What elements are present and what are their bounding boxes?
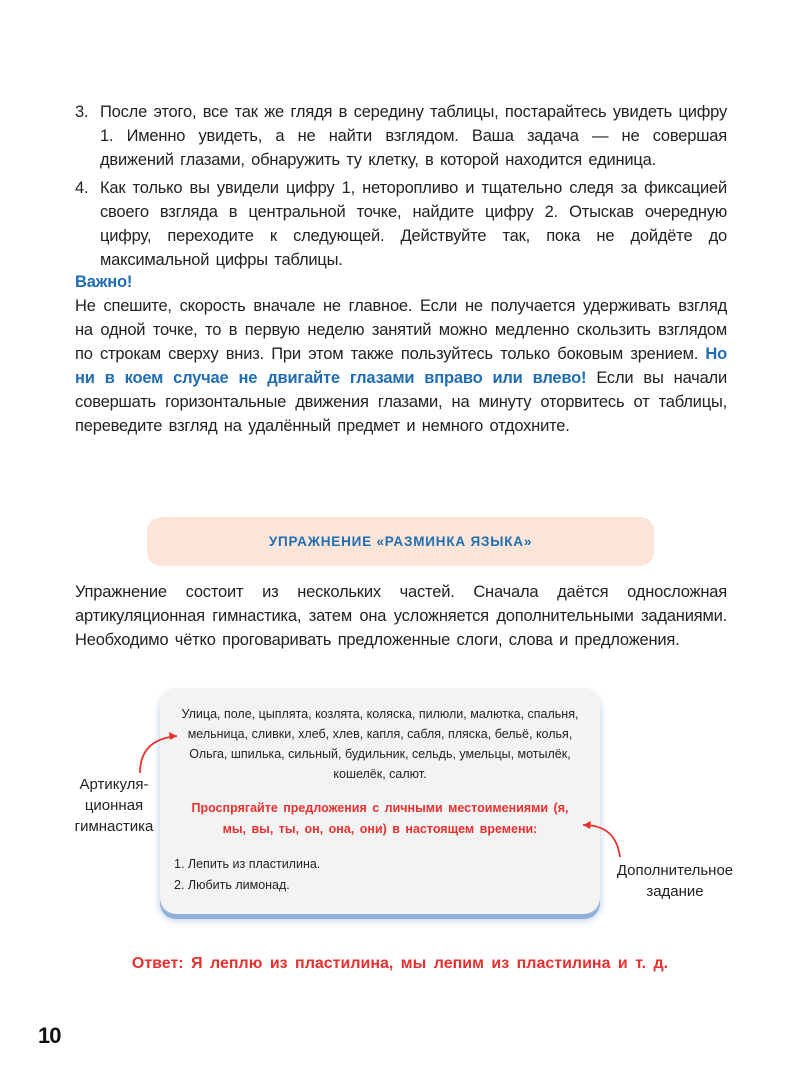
important-section [75, 270, 727, 438]
step-text: После этого, все так же глядя в середину таблицы, постарайтесь увидеть цифру 1. Именно увидеть, а не найти взглядом. Ваша задача — не совершая движений глазами, обнаружить ту клетку, в которой находится единица. [100, 103, 727, 169]
answer: Ответ: Я леплю из пластилина, мы лепим из пластилина и т. д. [131, 955, 669, 972]
label-additional: Дополнительное задание [616, 862, 734, 900]
word-list: Улица, поле, цыплята, козлята, коляска, пилюли, малютка, спальня, мельница, сливки, хлеб, хлев, капля, сабля, пляска, бельё, колья, Ольга, шпилька, сильный, будильник, сельдь, умельцы, мотылёк, кошелёк, салют. [181, 707, 579, 781]
exercise-card [160, 688, 600, 914]
task-items [174, 854, 320, 896]
important-heading: Важно! [75, 273, 133, 291]
important-text-part: Не спешите, скорость вначале не главное. Если не получается удерживать взгляд на одной точке, то в первую неделю занятий можно медленно скользить взглядом по строкам сверху вниз. При этом также пользуйтесь только боковым зрением. [75, 297, 727, 363]
label-articulation: Артикуля-ционная гимнастика [74, 776, 154, 835]
step-number: 3. [75, 103, 89, 121]
task-item: 1. Лепить из пластилина. [174, 857, 321, 871]
instruction-steps [75, 100, 727, 276]
step-text: Как только вы увидели цифру 1, неторопливо и тщательно следя за фиксацией своего взгляда в центральной точке, найдите цифру 2. Отыскав очередную цифру, переходите к следующей. Действуйте так, пока не дойдёте до максимальной цифры таблицы. [100, 179, 727, 269]
important-text [75, 294, 727, 438]
step-3 [75, 100, 727, 172]
important-text-part: Если вы начали совершать горизонтальные движения глазами, на минуту оторвитесь от таблицы, переведите взгляд на удалённый предмет и немного отдохните. [75, 369, 728, 435]
page-number: 10 [38, 1023, 61, 1048]
exercise-title: УПРАЖНЕНИЕ «РАЗМИНКА ЯЗЫКА» [268, 534, 533, 549]
additional-task: Проспрягайте предложения с личными местоимениями (я, мы, вы, ты, он, она, они) в настоящем времени: [191, 801, 569, 836]
task-item: 2. Любить лимонад. [174, 878, 290, 892]
important-highlight: Но ни в коем случае не двигайте глазами вправо или влево! [75, 345, 727, 387]
exercise-intro: Упражнение состоит из нескольких частей. Сначала даётся односложная артикуляционная гимнастика, затем она усложняется дополнительными заданиями. Необходимо чётко проговаривать предложенные слоги, слова и предложения. [75, 583, 727, 649]
arrow-right-icon [575, 815, 625, 865]
step-number: 4. [75, 179, 89, 197]
step-4 [75, 176, 727, 272]
arrow-left-icon [135, 728, 185, 778]
exercise-title-banner [147, 517, 654, 566]
